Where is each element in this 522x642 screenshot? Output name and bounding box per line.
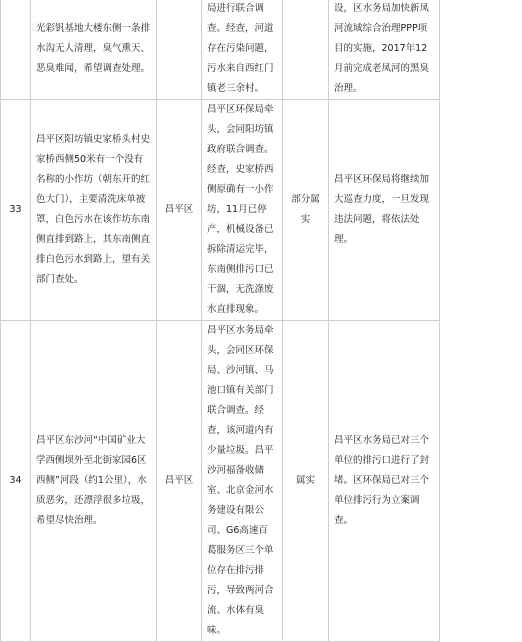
case-number: [1, 0, 31, 100]
district-cell: [157, 0, 202, 100]
investigation-result: 昌平区环保局牵头，会同阳坊镇政府联合调查。经查，史家桥西侧原确有一小作坊，11月已停产，机械设备已拆除清运完毕，东南侧排污口已干涸，无洗涤废水直排现象。: [202, 100, 283, 321]
verification-status: [283, 0, 329, 100]
district-cell: 昌平区: [157, 100, 202, 321]
table-row: [1, 0, 440, 100]
complaint-description: 昌平区东沙河“中国矿业大学西侧坝外至北街家园6区西侧”河段（约1公里），水质恶劣，还漂浮很多垃圾，希望尽快治理。: [31, 321, 157, 642]
rectification-measures: 设，区水务局加快新凤河流域综合治理PPP项目的实施，2017年12月前完成老凤河的黑臭治理。: [329, 0, 440, 100]
verification-status: 部分属实: [283, 100, 329, 321]
rectification-measures: 昌平区环保局将继续加大巡查力度，一旦发现违法问题，将依法处理。: [329, 100, 440, 321]
investigation-result: 昌平区水务局牵头，会同区环保局、沙河镇、马池口镇有关部门联合调查。经查，该河道内有少量垃圾。昌平沙河福备收储室、北京金河水务建设有限公司、G6高速百葛服务区三个单位存在排污排污，导致两河合流、水体有臭味。: [202, 321, 283, 642]
district-cell: 昌平区: [157, 321, 202, 642]
investigation-result: 局进行联合调查。经查，河道存在污染问题，污水来自西红门镇老三余村。: [202, 0, 283, 100]
table-row: [1, 321, 440, 642]
complaint-description: 光彩钒基地大楼东侧一条排水沟无人清理，臭气熏天、恶臭难闻，希望调查处理。: [31, 0, 157, 100]
verification-status: 属实: [283, 321, 329, 642]
case-number: 33: [1, 100, 31, 321]
case-number: 34: [1, 321, 31, 642]
table-row: [1, 100, 440, 321]
rectification-measures: 昌平区水务局已对三个单位的排污口进行了封堵。区环保局已对三个单位排污行为立案调查。: [329, 321, 440, 642]
complaint-description: 昌平区阳坊镇史家桥头村史家桥西侧50米有一个没有名称的小作坊（朝东开的红色大门），主要清洗床单被罩，白色污水在该作坊东南侧直排到路上，其东南侧直排白色污水到路上，望有关部门查处。: [31, 100, 157, 321]
